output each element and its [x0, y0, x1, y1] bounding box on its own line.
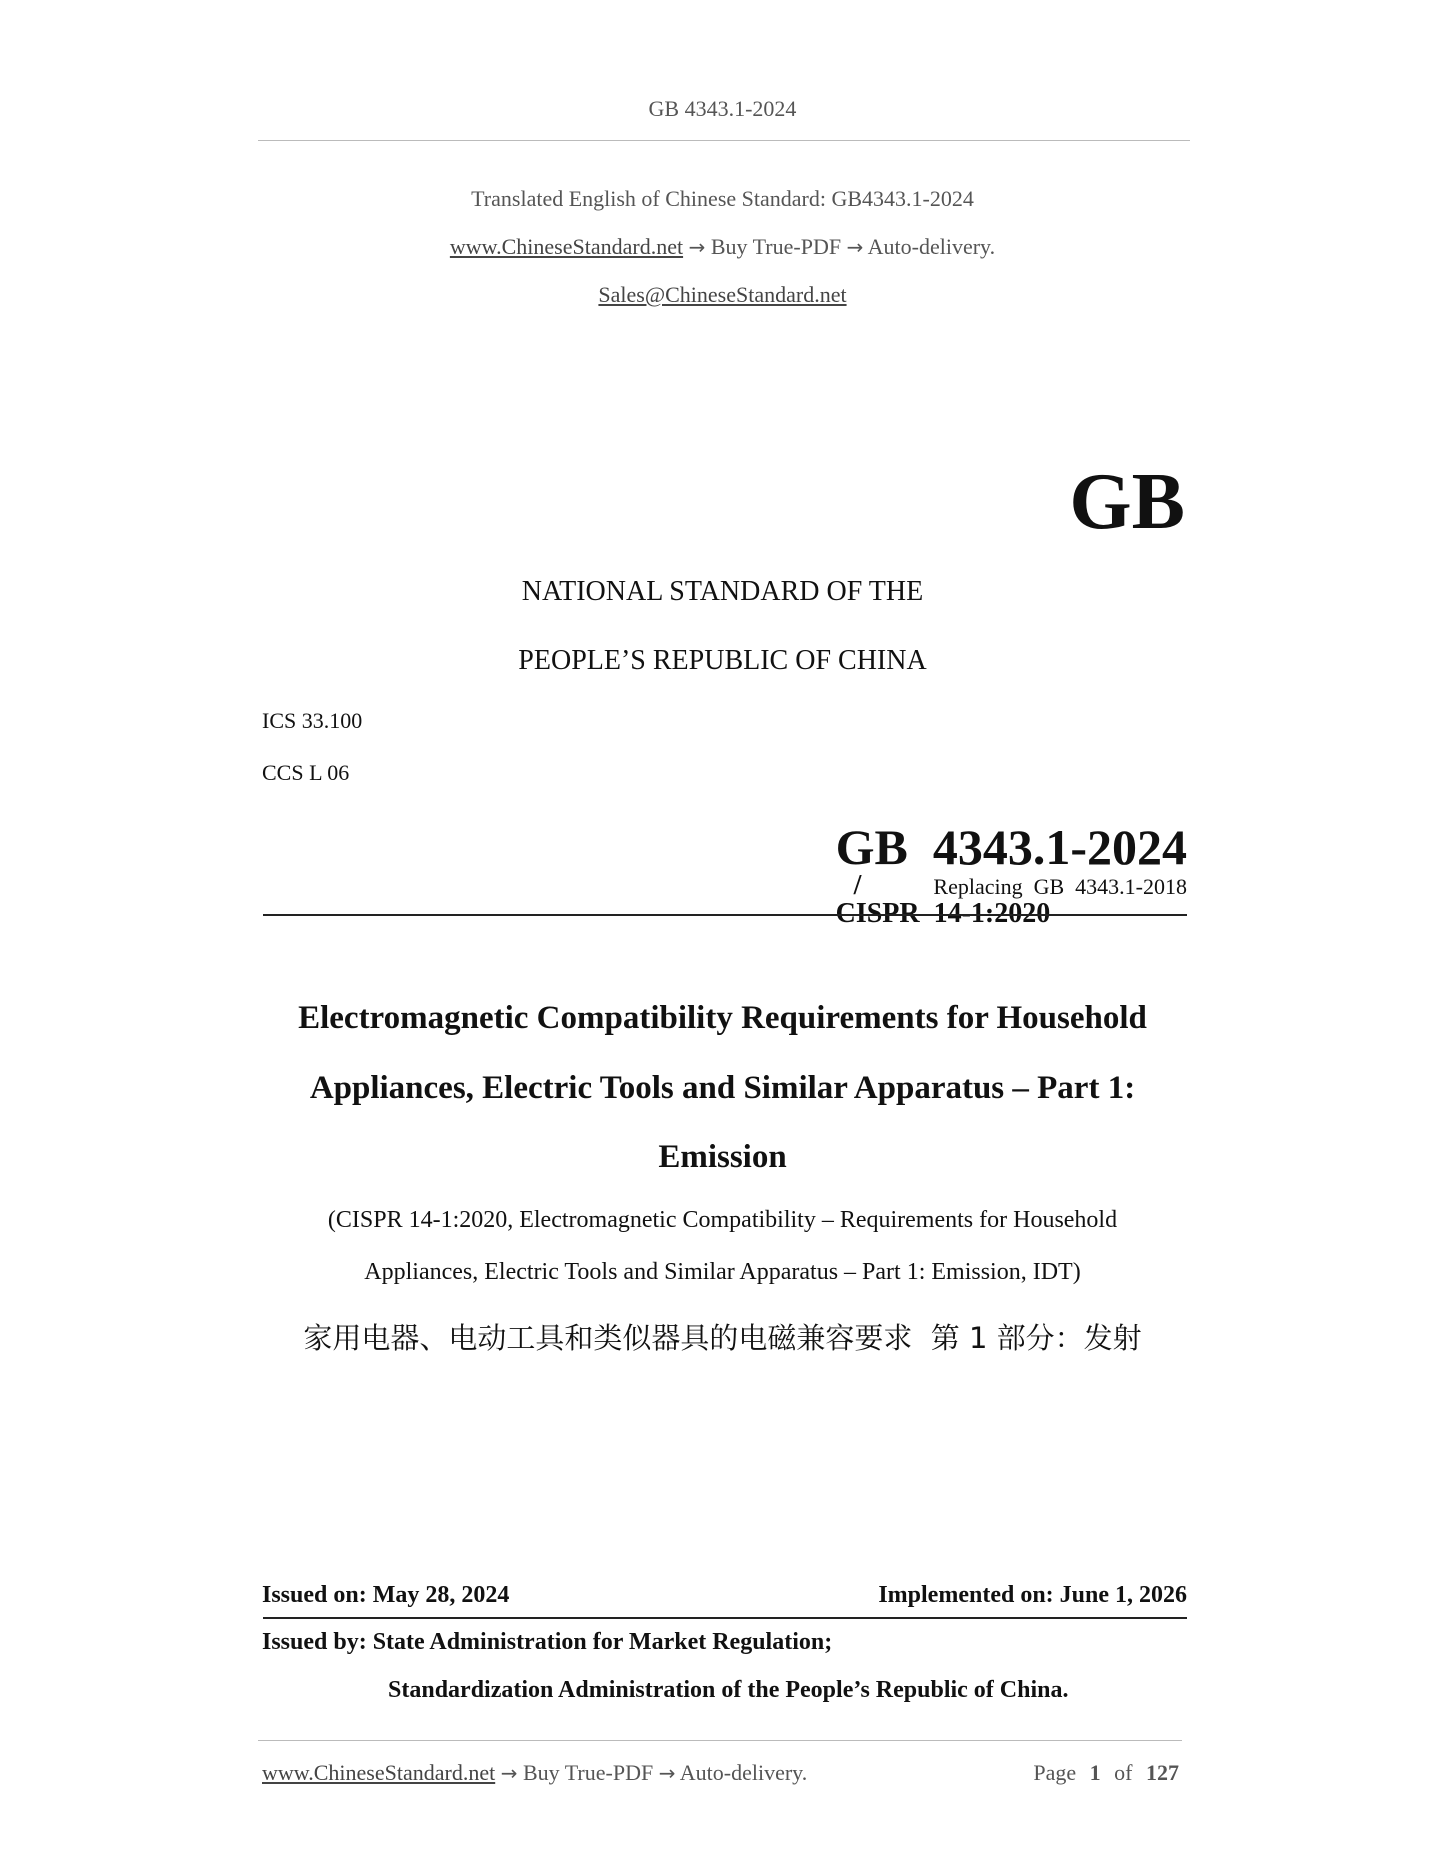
arrow-right-icon: →	[688, 235, 706, 259]
number-rule	[263, 914, 1187, 916]
issuer-line2: Standardization Administration of the People’s Republic of China.	[388, 1677, 1069, 1703]
arrow-right-icon: →	[658, 1761, 676, 1785]
translation-notice: Translated English of Chinese Standard: GB4343.1-2024	[471, 186, 974, 211]
footer-auto-delivery-text: Auto-delivery.	[679, 1760, 808, 1785]
buy-text: Buy True-PDF	[710, 234, 842, 259]
national-standard-line1: NATIONAL STANDARD OF THE	[521, 576, 924, 607]
footer-site-link[interactable]: www.ChineseStandard.net	[262, 1760, 496, 1785]
dates-rule	[263, 1617, 1187, 1619]
of-label: of	[1114, 1760, 1133, 1785]
implemented-date: Implemented on: June 1, 2026	[878, 1582, 1187, 1608]
page-total: 127	[1146, 1760, 1179, 1785]
footer-buy-text: Buy True-PDF	[522, 1760, 654, 1785]
title-line1: Electromagnetic Compatibility Requirements for Household	[298, 1000, 1147, 1036]
issued-date: Issued on: May 28, 2024	[262, 1582, 510, 1608]
standard-number	[828, 806, 1187, 928]
email-line	[0, 282, 1445, 308]
ccs-code: CCS L 06	[262, 760, 350, 785]
arrow-right-icon: →	[500, 1761, 518, 1785]
subtitle-line2: Appliances, Electric Tools and Similar Apparatus – Part 1: Emission, IDT)	[364, 1259, 1081, 1285]
issuer-line1: Issued by: State Administration for Market Regulation;	[262, 1629, 833, 1655]
footer-purchase-line	[262, 1760, 807, 1786]
national-standard-line2: PEOPLE’S REPUBLIC OF CHINA	[518, 645, 927, 676]
ics-code: ICS 33.100	[262, 708, 363, 733]
running-header: GB 4343.1-2024	[648, 96, 797, 121]
auto-delivery-text: Auto-delivery.	[867, 234, 996, 259]
page-label: Page	[1033, 1760, 1077, 1785]
site-link[interactable]: www.ChineseStandard.net	[449, 234, 684, 259]
title-line3: Emission	[658, 1139, 787, 1175]
purchase-line	[0, 234, 1445, 260]
title-line2: Appliances, Electric Tools and Similar Apparatus – Part 1:	[309, 1070, 1136, 1106]
gb-logo: GB	[1069, 458, 1185, 546]
standard-code: GB 4343.1-2024	[835, 819, 1187, 875]
chinese-title: 家用电器、电动工具和类似器具的电磁兼容要求 第 1 部分：发射	[303, 1321, 1142, 1355]
subtitle-line1: (CISPR 14-1:2020, Electromagnetic Compatibility – Requirements for Household	[327, 1207, 1118, 1233]
header-rule	[258, 140, 1190, 141]
equivalent-standard: CISPR 14-1:2020	[835, 898, 1051, 929]
page-number: 1	[1089, 1760, 1101, 1785]
replacing-line: Replacing GB 4343.1-2018	[933, 874, 1187, 899]
footer-rule	[258, 1740, 1182, 1741]
slash: /	[853, 870, 862, 901]
page-indicator	[1033, 1760, 1179, 1786]
email-link[interactable]: Sales@ChineseStandard.net	[598, 282, 847, 307]
arrow-right-icon: →	[846, 235, 864, 259]
